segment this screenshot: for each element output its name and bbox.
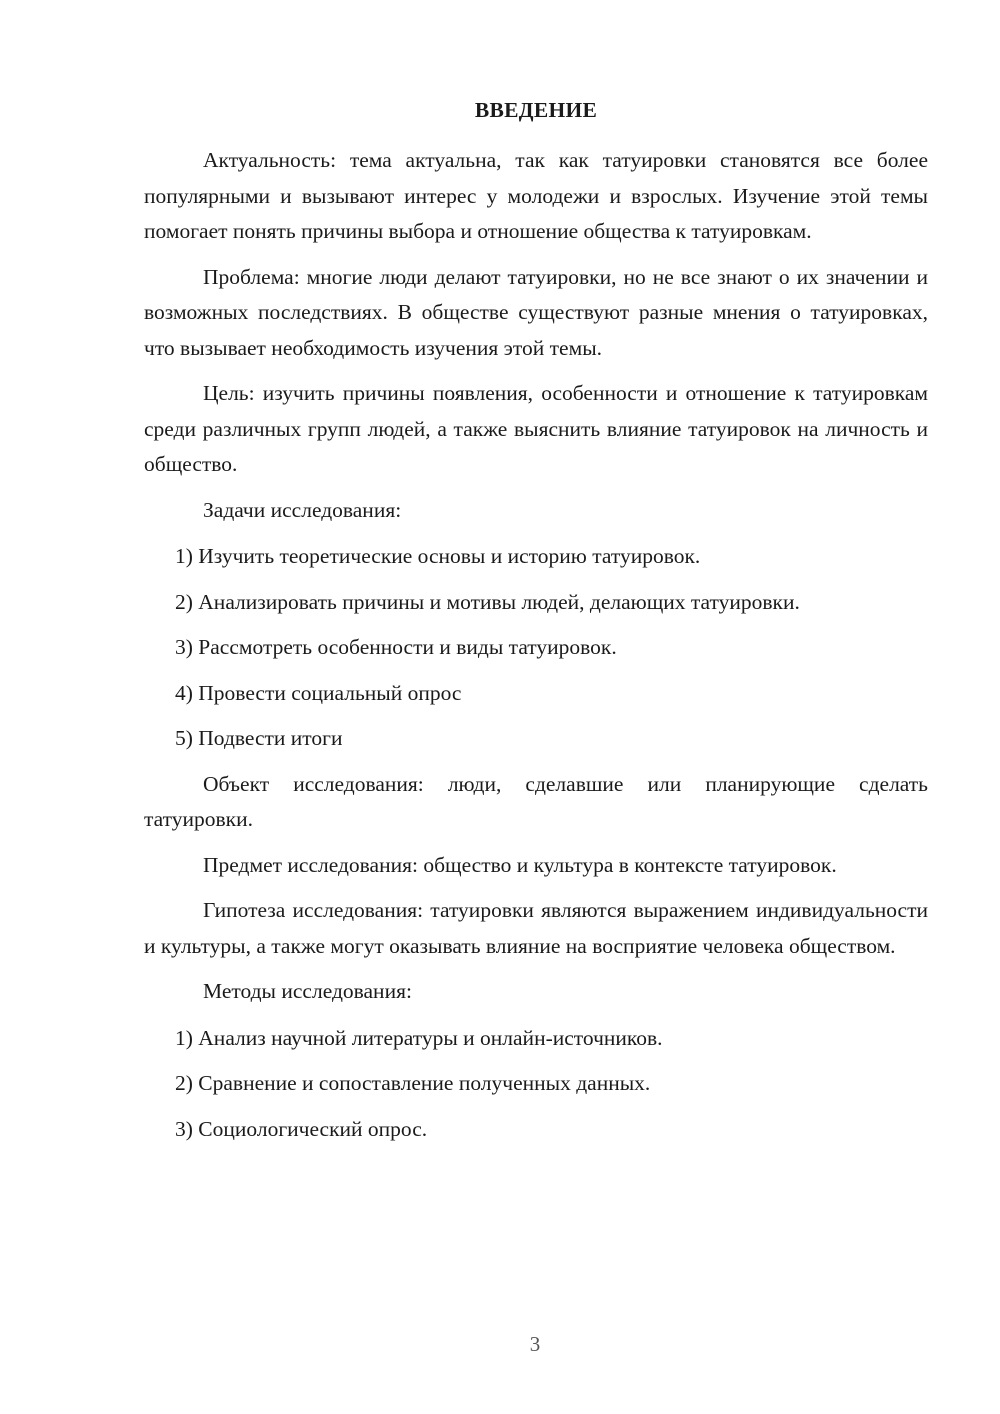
task-item-5: 5) Подвести итоги (175, 726, 343, 750)
methods-list (144, 1021, 928, 1147)
methods-heading: Методы исследования: (203, 979, 412, 1003)
subject-paragraph: Предмет исследования: общество и культура в контексте татуировок. (203, 852, 837, 877)
relevance-paragraph: Актуальность: тема актуальна, так как татуировки становятся все более популярными и вызывают интерес у молодежи и взрослых. Изучение этой темы помогает понять причины выбора и отношение общества к татуировкам. (144, 148, 928, 243)
method-item-1: 1) Анализ научной литературы и онлайн-источников. (175, 1025, 663, 1050)
task-item-1: 1) Изучить теоретические основы и историю татуировок. (175, 544, 701, 568)
task-item-2: 2) Анализировать причины и мотивы людей, делающих татуировки. (175, 589, 800, 614)
page-content (144, 94, 928, 1157)
page-number: 3 (529, 1332, 541, 1356)
task-item-3: 3) Рассмотреть особенности и виды татуировок. (175, 635, 617, 659)
task-item-4: 4) Провести социальный опрос (175, 680, 462, 705)
problem-paragraph: Проблема: многие люди делают татуировки, но не все знают о их значении и возможных последствиях. В обществе существуют разные мнения о татуировках, что вызывает необходимость изучения этой темы. (144, 264, 928, 360)
page-title: ВВЕДЕНИЕ (474, 98, 598, 122)
object-paragraph: Объект исследования: люди, сделавшие или планирующие сделать татуировки. (144, 771, 928, 831)
goal-paragraph: Цель: изучить причины появления, особенности и отношение к татуировкам среди различных групп людей, а также выяснить влияние татуировок на личность и общество. (144, 381, 928, 476)
tasks-heading: Задачи исследования: (203, 497, 402, 522)
hypothesis-paragraph: Гипотеза исследования: татуировки являются выражением индивидуальности и культуры, а также могут оказывать влияние на восприятие человека обществом. (144, 898, 928, 958)
tasks-list (144, 539, 928, 756)
method-item-2: 2) Сравнение и сопоставление полученных данных. (175, 1071, 651, 1095)
method-item-3: 3) Социологический опрос. (175, 1116, 428, 1141)
